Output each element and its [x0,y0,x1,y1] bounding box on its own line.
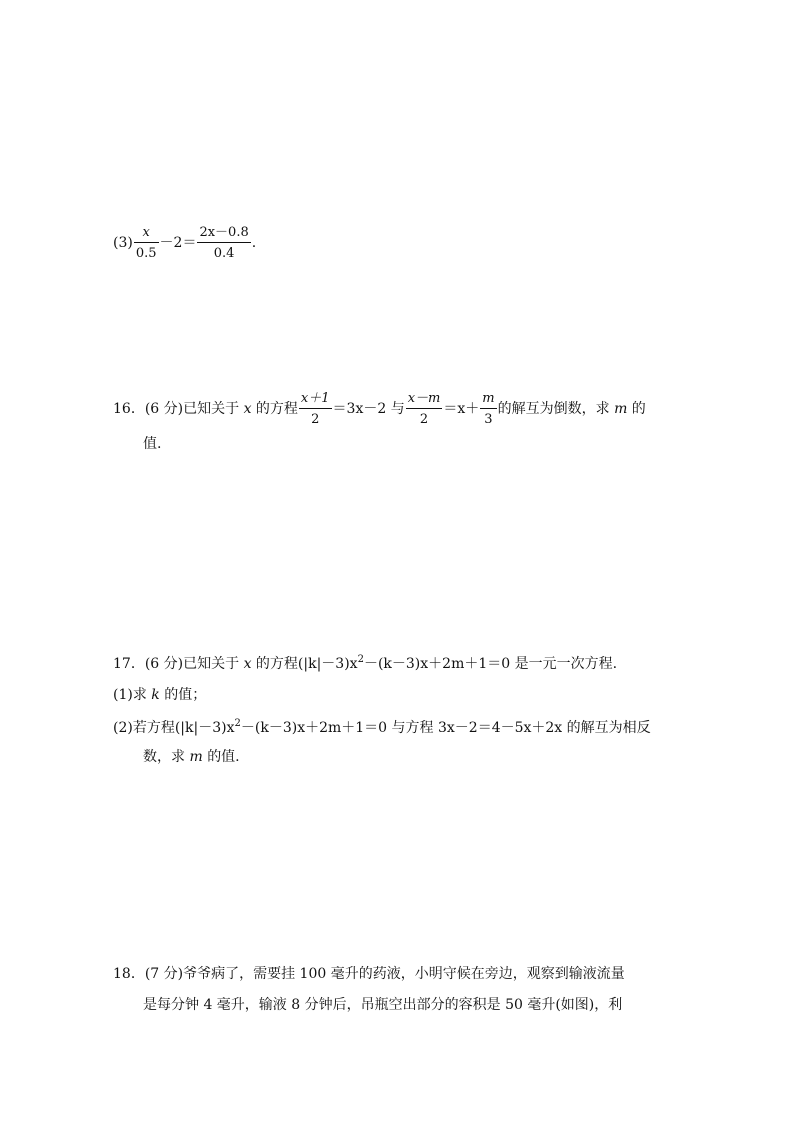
q16-fraction-1: $\frac{x+1}{2}$ [300,391,330,427]
q17-stem [113,655,617,671]
q17-part2-a: 若方程(|k|－3)x [132,720,235,736]
q16-expr-1: ＝3x－2 与 [332,401,405,417]
q16-line1 [113,392,646,426]
q17-sup: 2 [357,654,364,665]
q16-text-c: 的解互为倒数，求 [497,401,610,417]
q16-line2: 值. [143,436,162,452]
q17-points: (6 分) [144,656,184,672]
q16-text-b: 的方程 [255,401,298,417]
q17-part1-label: (1) [113,687,133,703]
q17-part2-line2-b: 的值. [207,749,240,765]
q16-number: 16． [113,401,145,417]
q17-stem-c: －(k－3)x＋2m＋1＝0 是一元一次方程. [363,656,618,672]
q15-end: . [251,235,257,251]
q18-points: (7 分) [144,966,184,982]
q15-fraction-2: $\frac{2x-0.8}{0.4}$ [199,225,249,261]
q17-number: 17． [113,656,145,672]
q15-fraction-1: $\frac{x}{0.5}$ [135,225,157,261]
q18-number: 18． [113,966,145,982]
q17-stem-b: 的方程(|k|－3)x [255,656,358,672]
q17-part2-line2-a: 数，求 [143,749,185,765]
q17-part2-line2 [143,750,240,764]
q16-fraction-3: $\frac{m}{3}$ [482,391,495,427]
q15-part3-label: (3) [113,235,133,251]
q17-part1-var: k [151,687,160,703]
q17-part1-text-b: 的值； [164,687,207,703]
q16-expr-2: ＝x＋ [443,401,480,417]
q16-text-a: 已知关于 [183,401,240,417]
q18-line1-text: 爷爷病了，需要挂 100 毫升的药液，小明守候在旁边，观察到输液流量 [183,966,625,982]
q16-fraction-2: $\frac{x-m}{2}$ [407,391,441,427]
q17-part2-b: －(k－3)x＋2m＋1＝0 与方程 3x－2＝4－5x＋2x 的解互为相反 [240,720,651,736]
q16-text-d: 的 [631,401,646,417]
q16-var-x: x [243,401,252,417]
q15-part3 [113,226,256,260]
q17-part2-line2-var: m [189,749,203,765]
q17-part2-sup: 2 [234,718,241,729]
q16-points: (6 分) [144,401,184,417]
q17-part2 [113,719,651,735]
q17-stem-a: 已知关于 [183,656,240,672]
q16-var-m: m [614,401,628,417]
q17-part1-text-a: 求 [132,687,147,703]
q18-line1 [113,967,625,981]
q17-part2-label: (2) [113,720,133,736]
q18-line2: 是每分钟 4 毫升，输液 8 分钟后，吊瓶空出部分的容积是 50 毫升(如图)，利 [143,997,623,1013]
q17-var-x: x [243,656,252,672]
q15-middle: －2＝ [159,235,197,251]
q17-part1 [113,688,206,702]
